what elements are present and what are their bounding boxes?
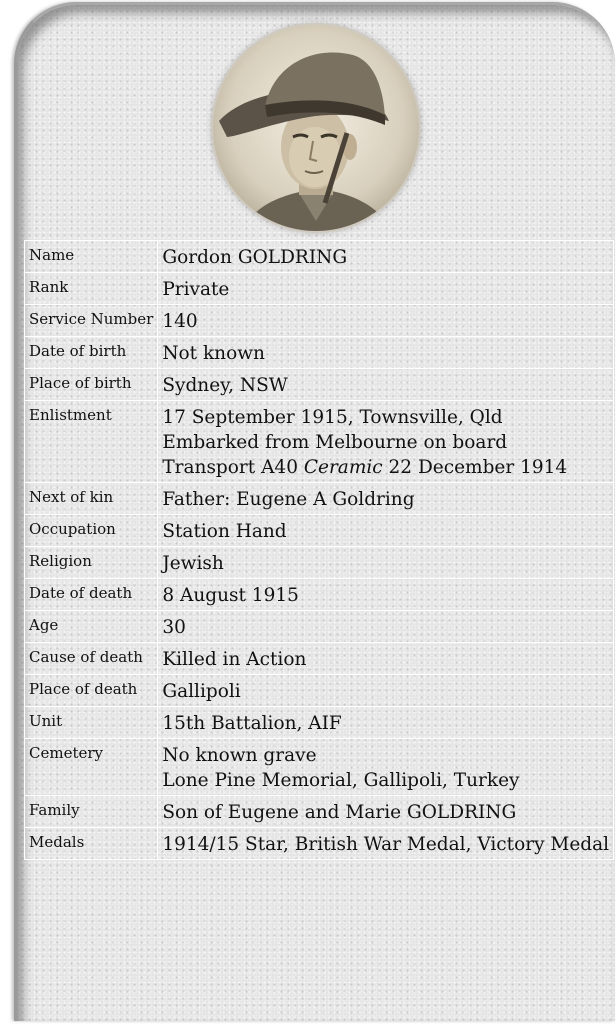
field-label: Date of birth	[25, 337, 158, 369]
table-row	[25, 305, 614, 337]
field-value-medals: 1914/15 Star, British War Medal, Victory Medal	[158, 828, 614, 860]
table-row	[25, 337, 614, 369]
table-row	[25, 515, 614, 547]
enlistment-transport: Transport A40	[162, 457, 304, 478]
table-row	[25, 675, 614, 707]
service-record-table	[24, 240, 614, 860]
soldier-portrait-image	[213, 25, 419, 231]
table-row	[25, 483, 614, 515]
field-value-service-number: 140	[158, 305, 614, 337]
field-label: Unit	[25, 707, 158, 739]
table-row	[25, 241, 614, 273]
field-value-rank: Private	[158, 273, 614, 305]
table-row	[25, 707, 614, 739]
enlistment-embark-date: 22 December 1914	[382, 457, 568, 478]
field-label: Religion	[25, 547, 158, 579]
table-row	[25, 611, 614, 643]
field-label: Place of death	[25, 675, 158, 707]
field-value-next-of-kin: Father: Eugene A Goldring	[158, 483, 614, 515]
soldier-portrait	[213, 25, 419, 231]
enlistment-line-3	[162, 455, 609, 480]
table-row	[25, 547, 614, 579]
field-value-name: Gordon GOLDRING	[158, 241, 614, 273]
field-value-date-of-birth: Not known	[158, 337, 614, 369]
enlistment-line-1: 17 September 1915, Townsville, Qld	[162, 407, 503, 428]
field-label: Cemetery	[25, 739, 158, 796]
field-label: Enlistment	[25, 401, 158, 483]
field-label: Medals	[25, 828, 158, 860]
field-label: Next of kin	[25, 483, 158, 515]
field-value-cause-of-death: Killed in Action	[158, 643, 614, 675]
field-value-enlistment	[158, 401, 614, 483]
field-label: Name	[25, 241, 158, 273]
field-label: Family	[25, 796, 158, 828]
field-label: Place of birth	[25, 369, 158, 401]
table-row	[25, 369, 614, 401]
field-label: Age	[25, 611, 158, 643]
field-value-occupation: Station Hand	[158, 515, 614, 547]
field-value-religion: Jewish	[158, 547, 614, 579]
field-label: Occupation	[25, 515, 158, 547]
field-label: Service Number	[25, 305, 158, 337]
field-value-age: 30	[158, 611, 614, 643]
field-value-place-of-death: Gallipoli	[158, 675, 614, 707]
field-value-unit: 15th Battalion, AIF	[158, 707, 614, 739]
field-label: Rank	[25, 273, 158, 305]
field-value-family: Son of Eugene and Marie GOLDRING	[158, 796, 614, 828]
field-value-place-of-birth: Sydney, NSW	[158, 369, 614, 401]
cemetery-line-2: Lone Pine Memorial, Gallipoli, Turkey	[162, 770, 520, 791]
field-label: Cause of death	[25, 643, 158, 675]
table-row	[25, 828, 614, 860]
table-row	[25, 273, 614, 305]
field-label: Date of death	[25, 579, 158, 611]
table-row	[25, 643, 614, 675]
enlistment-ship-name: Ceramic	[303, 457, 383, 478]
field-value-date-of-death: 8 August 1915	[158, 579, 614, 611]
cemetery-line-1: No known grave	[162, 745, 317, 766]
table-row	[25, 401, 614, 483]
field-value-cemetery	[158, 739, 614, 796]
table-row	[25, 739, 614, 796]
table-row	[25, 796, 614, 828]
table-row	[25, 579, 614, 611]
enlistment-line-2: Embarked from Melbourne on board	[162, 432, 508, 453]
